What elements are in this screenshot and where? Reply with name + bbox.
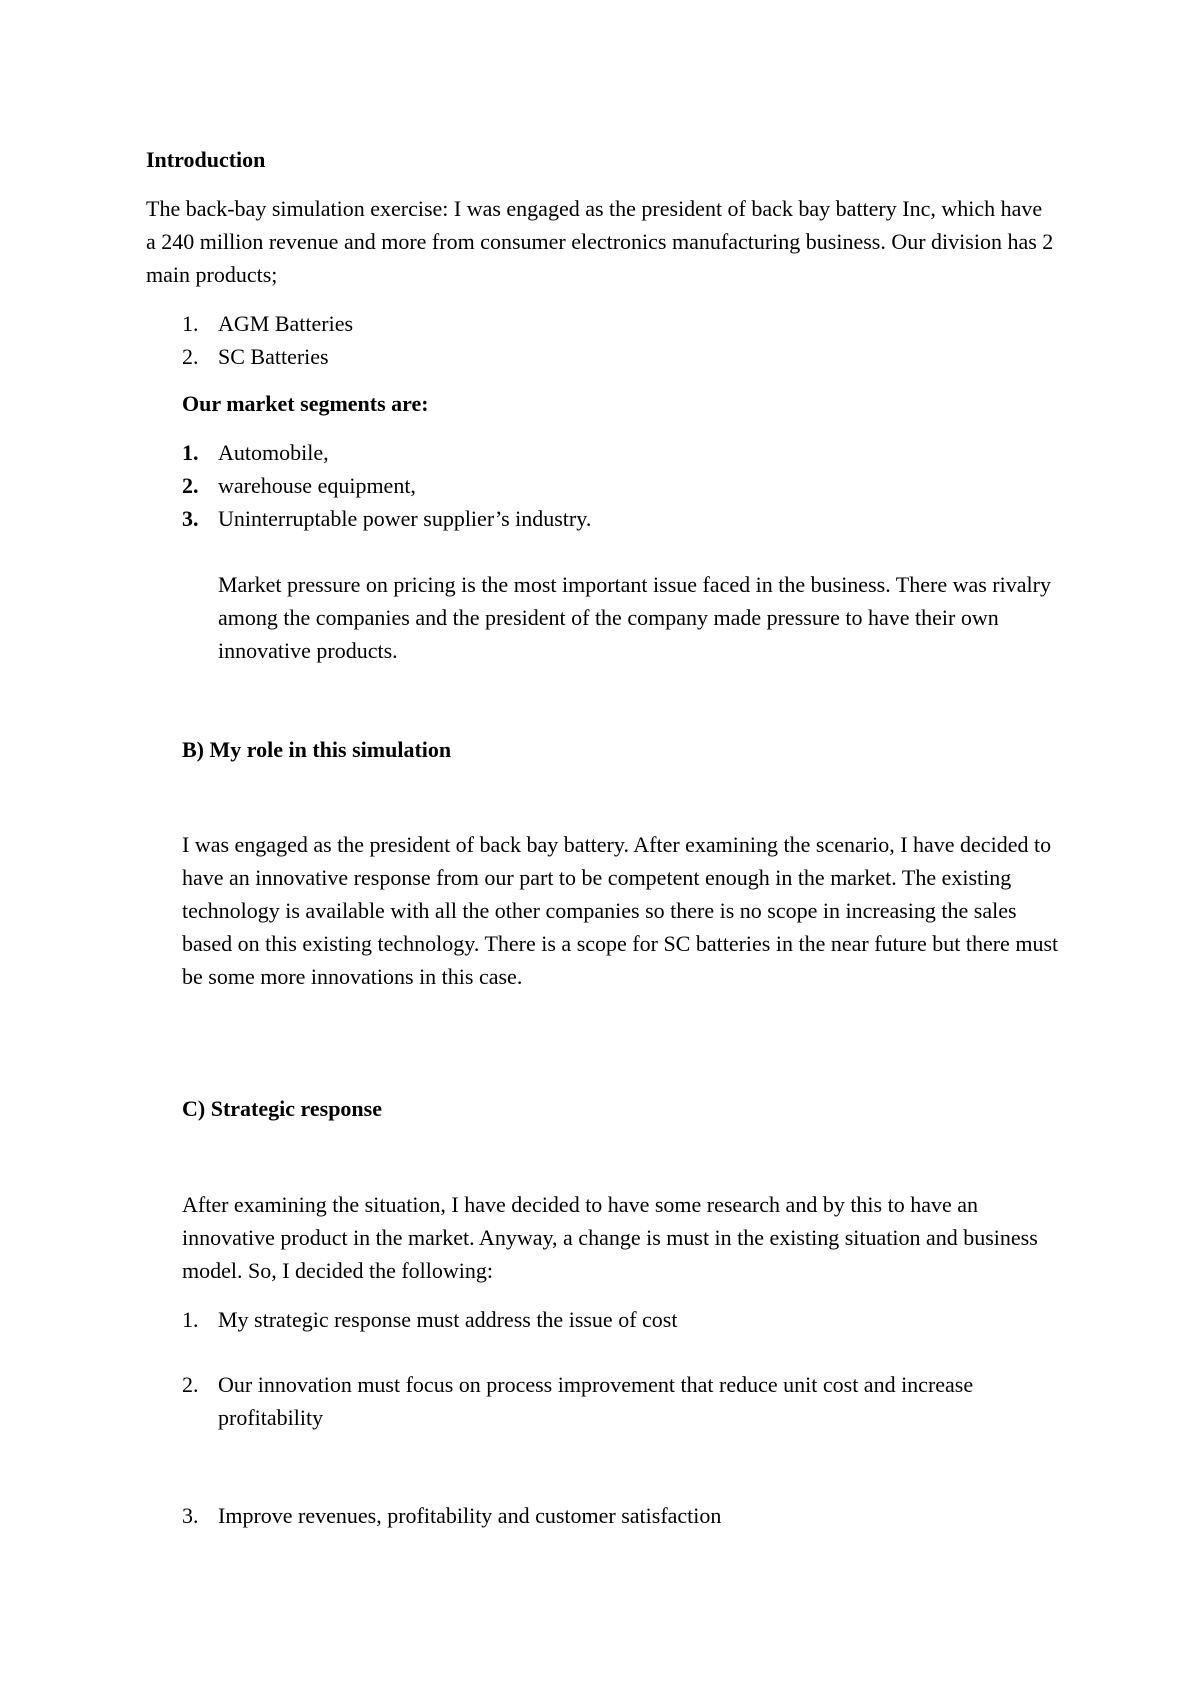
role-paragraph: [182, 828, 1062, 993]
strategy-paragraph: [182, 1188, 1062, 1287]
list-text: warehouse equipment,: [218, 473, 416, 498]
strategy-item-2: [182, 1368, 1062, 1434]
list-text: SC Batteries: [218, 344, 329, 369]
strategy-item-1: [182, 1303, 677, 1336]
strategy-paragraph-text: After examining the situation, I have decided to have some research and by this to have an innovative product in the market. Anyway, a change is must in the existing situation and business model. So, I decided the following:: [182, 1192, 1038, 1283]
list-number: 2.: [182, 344, 199, 369]
segments-heading: Our market segments are:: [182, 391, 429, 416]
list-number: 1.: [182, 440, 199, 465]
intro-paragraph: [146, 192, 1056, 291]
list-item: [182, 1368, 1062, 1434]
list-text: Automobile,: [218, 440, 329, 465]
list-item: [182, 502, 591, 535]
strategy-heading: C) Strategic response: [182, 1096, 382, 1121]
list-item: [182, 1499, 721, 1532]
list-number: 2.: [182, 1372, 199, 1397]
list-number: 1.: [182, 311, 199, 336]
segments-list: [182, 436, 591, 535]
products-list: [182, 307, 353, 373]
strategy-item-3: [182, 1499, 721, 1532]
role-heading: B) My role in this simulation: [182, 737, 452, 762]
list-number: 3.: [182, 506, 199, 531]
list-number: 2.: [182, 473, 199, 498]
list-text: AGM Batteries: [218, 311, 354, 336]
list-number: 3.: [182, 1503, 199, 1528]
list-number: 1.: [182, 1307, 199, 1332]
list-item: [182, 307, 353, 340]
pressure-paragraph: [218, 568, 1058, 667]
list-text: Improve revenues, profitability and customer satisfaction: [218, 1503, 722, 1528]
intro-paragraph-text: The back-bay simulation exercise: I was engaged as the president of back bay battery Inc, which have a 240 million revenue and more from consumer electronics manufacturing business. Our division has 2 main products;: [146, 196, 1054, 287]
list-item: [182, 1303, 677, 1336]
list-text: Our innovation must focus on process improvement that reduce unit cost and increase profitability: [218, 1372, 974, 1430]
list-item: [182, 436, 591, 469]
intro-heading: Introduction: [146, 147, 266, 172]
list-text: My strategic response must address the issue of cost: [218, 1307, 678, 1332]
list-text: Uninterruptable power supplier’s industry.: [218, 506, 592, 531]
pressure-paragraph-text: Market pressure on pricing is the most important issue faced in the business. There was rivalry among the companies and the president of the company made pressure to have their own innovative products.: [218, 572, 1051, 663]
list-item: [182, 340, 353, 373]
list-item: [182, 469, 591, 502]
role-paragraph-text: I was engaged as the president of back bay battery. After examining the scenario, I have decided to have an innovative response from our part to be competent enough in the market. The existing technology is available with all the other companies so there is no scope in increasing the sales based on this existing technology. There is a scope for SC batteries in the near future but there must be some more innovations in this case.: [182, 832, 1059, 989]
